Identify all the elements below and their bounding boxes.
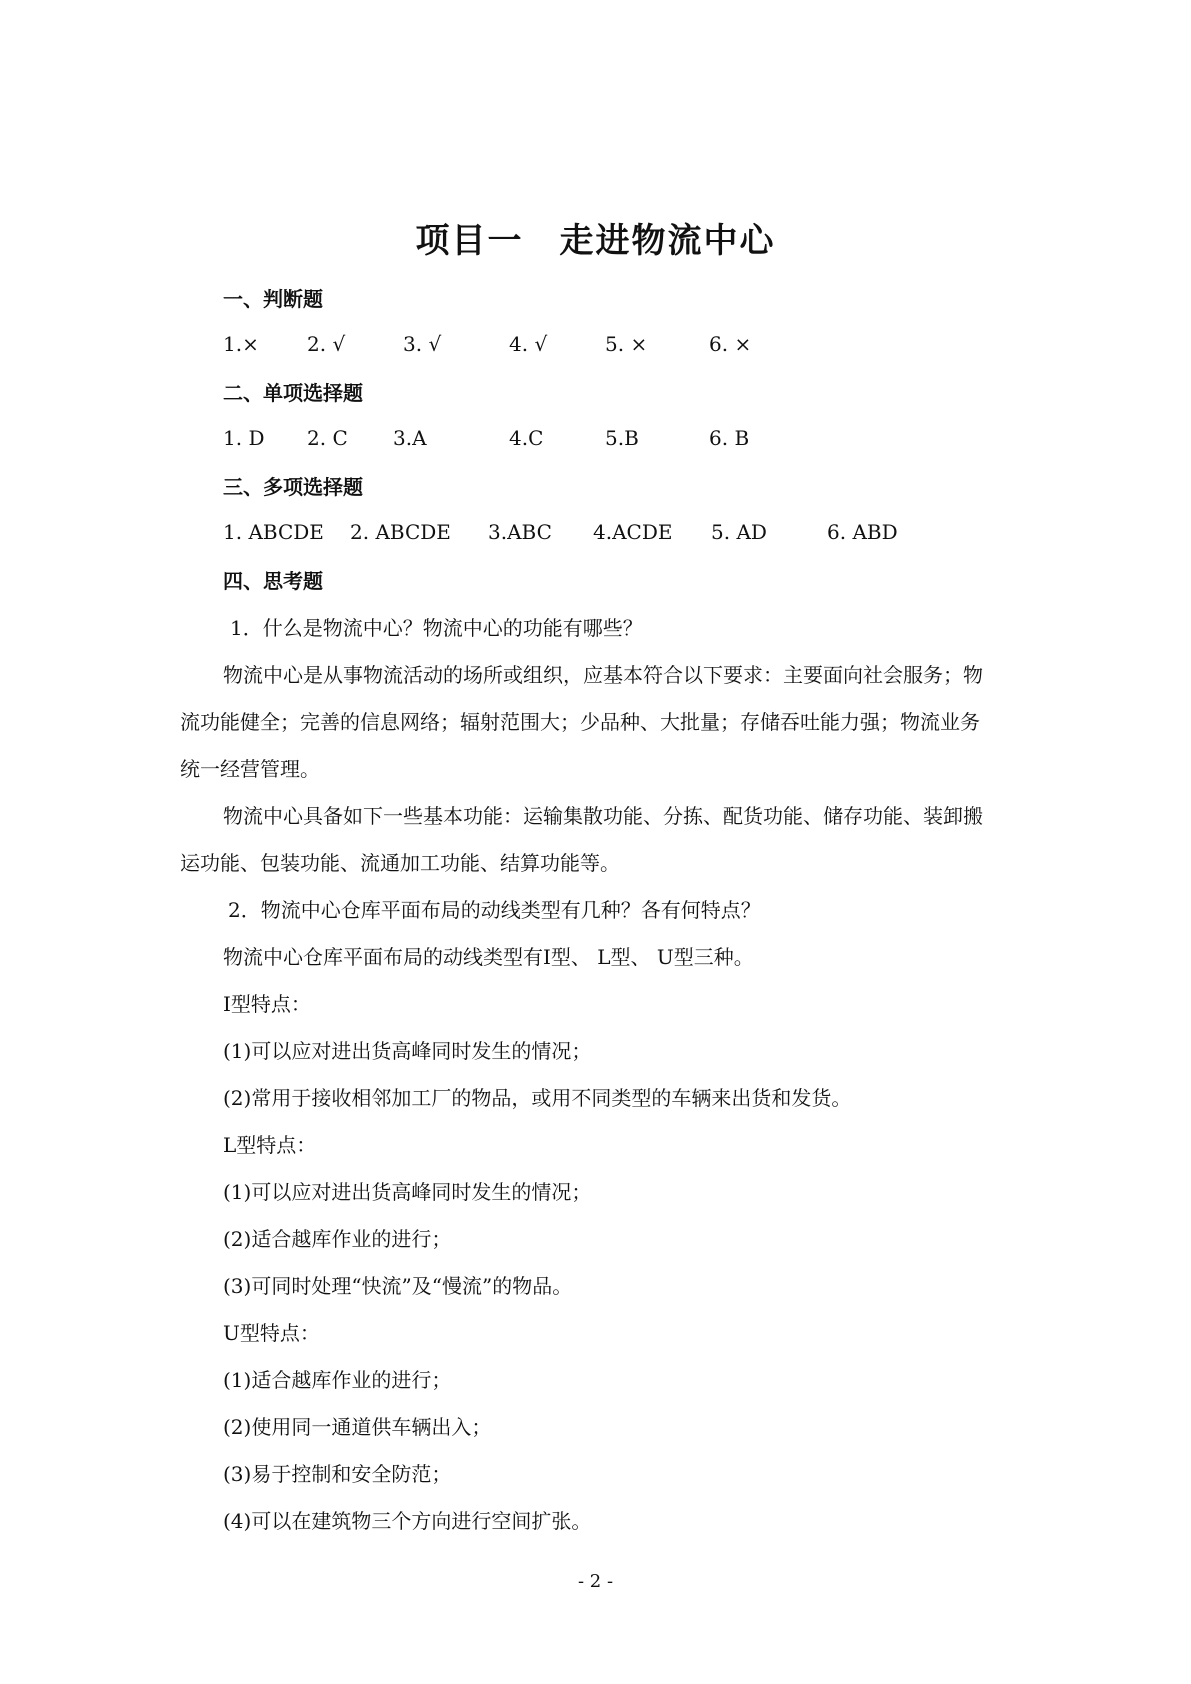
list-item: (2)适合越库作业的进行；: [223, 1227, 452, 1251]
answer-item: 2. ABCDE: [350, 520, 451, 544]
answer-item: 5. AD: [711, 520, 767, 544]
answer-item: 2. C: [307, 426, 348, 450]
answer-item: 3. √: [403, 332, 442, 356]
paragraph-line: 物流中心具备如下一些基本功能：运输集散功能、分拣、配货功能、储存功能、装卸搬: [223, 804, 983, 828]
section-heading-multiple-choice: 三、多项选择题: [223, 475, 363, 499]
list-item: (1)可以应对进出货高峰同时发生的情况；: [223, 1180, 592, 1204]
subsection-title: Ⅰ型特点：: [223, 992, 311, 1016]
answer-item: 4.C: [509, 426, 544, 450]
answer-item: 3.ABC: [488, 520, 552, 544]
subsection-title: L型特点：: [223, 1133, 317, 1157]
answer-item: 6. B: [709, 426, 750, 450]
list-item: (2)常用于接收相邻加工厂的物品，或用不同类型的车辆来出货和发货。: [223, 1086, 852, 1110]
answer-item: 4. √: [509, 332, 548, 356]
answer-item: 6. ×: [709, 332, 752, 356]
answer-item: 1. ABCDE: [223, 520, 324, 544]
list-item: (1)可以应对进出货高峰同时发生的情况；: [223, 1039, 592, 1063]
list-item: (3)可同时处理“快流”及“慢流”的物品。: [223, 1274, 573, 1298]
paragraph-line: 流功能健全；完善的信息网络；辐射范围大；少品种、大批量；存储吞吐能力强；物流业务: [180, 710, 980, 734]
question-2: 2．物流中心仓库平面布局的动线类型有几种？各有何特点？: [228, 898, 761, 922]
answer-item: 5.B: [605, 426, 639, 450]
list-item: (3)易于控制和安全防范；: [223, 1462, 452, 1486]
section-heading-single-choice: 二、单项选择题: [223, 381, 363, 405]
answer-item: 4.ACDE: [593, 520, 673, 544]
answer-item: 1.×: [223, 332, 259, 356]
paragraph-line: 物流中心是从事物流活动的场所或组织，应基本符合以下要求：主要面向社会服务；物: [223, 663, 983, 687]
page-title: 项目一 走进物流中心: [415, 221, 776, 261]
answer-item: 5. ×: [605, 332, 648, 356]
answer-item: 2. √: [307, 332, 346, 356]
section-heading-true-false: 一、判断题: [223, 287, 323, 311]
paragraph-line: 物流中心仓库平面布局的动线类型有Ⅰ型、 L型、 U型三种。: [223, 945, 754, 969]
list-item: (4)可以在建筑物三个方向进行空间扩张。: [223, 1509, 592, 1533]
answer-item: 3.A: [393, 426, 427, 450]
paragraph-line: 统一经营管理。: [180, 757, 320, 781]
list-item: (1)适合越库作业的进行；: [223, 1368, 452, 1392]
answer-item: 1. D: [223, 426, 265, 450]
question-1: 1．什么是物流中心？物流中心的功能有哪些？: [230, 616, 643, 640]
list-item: (2)使用同一通道供车辆出入；: [223, 1415, 492, 1439]
section-heading-discussion: 四、思考题: [223, 569, 323, 593]
subsection-title: U型特点：: [223, 1321, 320, 1345]
paragraph-line: 运功能、包装功能、流通加工功能、结算功能等。: [180, 851, 620, 875]
page-number: - 2 -: [577, 1571, 614, 1592]
answer-item: 6. ABD: [827, 520, 898, 544]
